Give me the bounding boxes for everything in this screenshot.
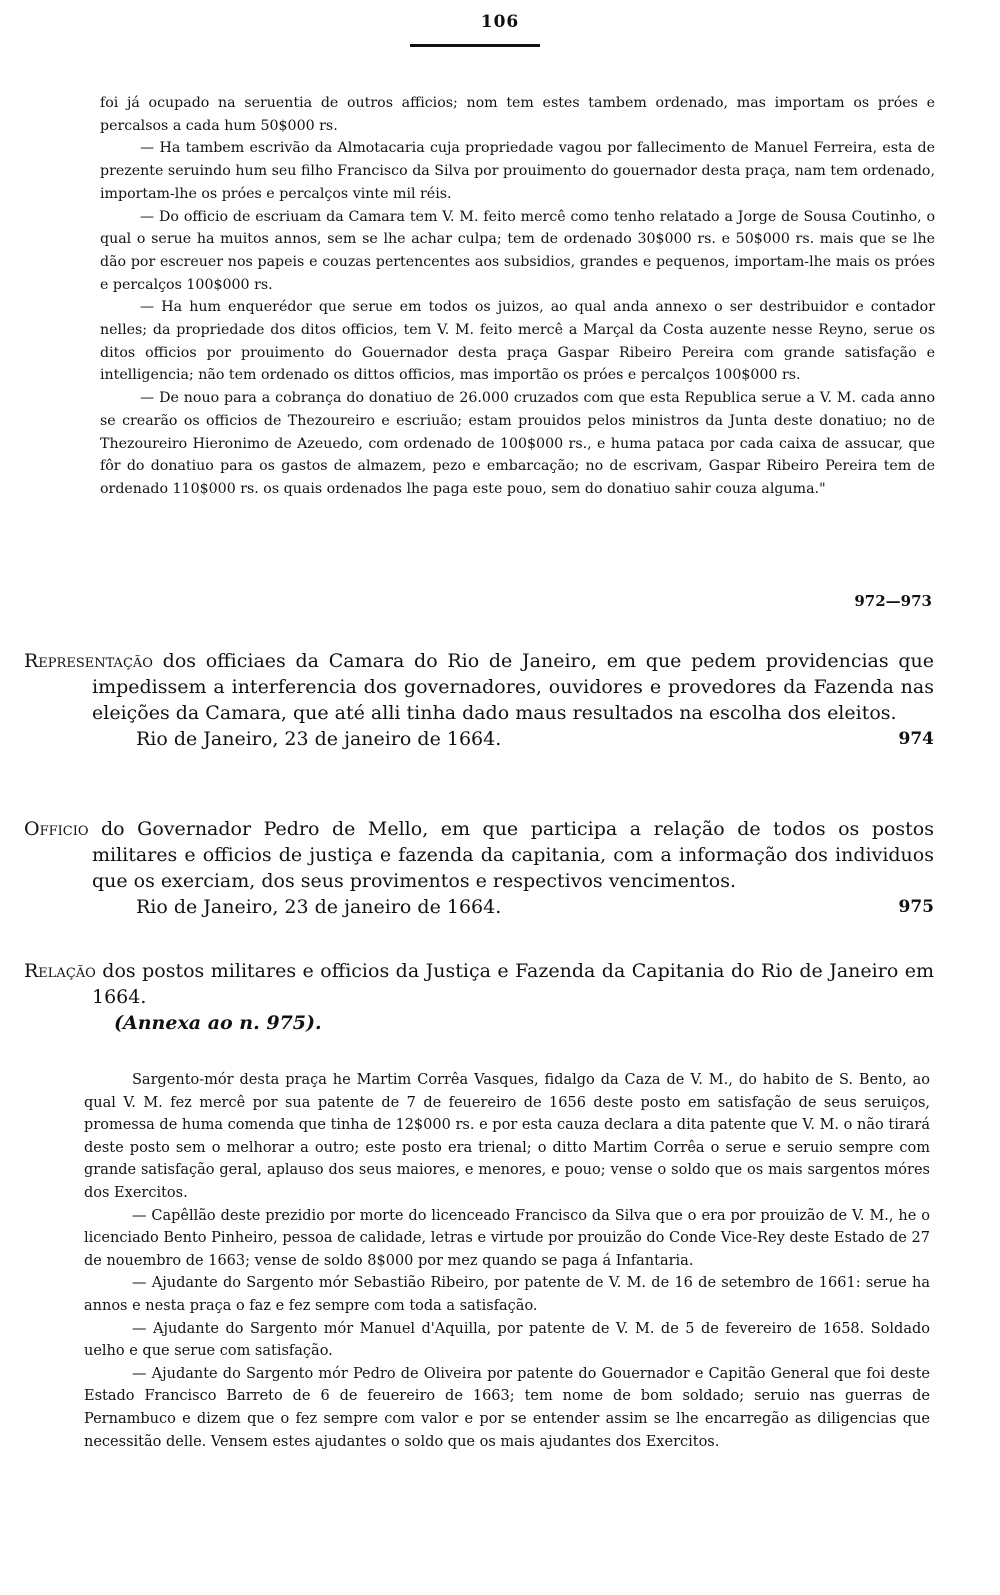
page-number: 106 xyxy=(480,12,520,32)
top-paragraph: — Ha tambem escrivão da Almotacaria cuja propriedade vagou por fallecimento de Manuel Ferreira, esta de prezente seruindo hum seu filho Francisco da Silva por prouimento do gouernador desta praça, nam tem ordenado, importam-lhe os próes e percalços vinte mil réis. xyxy=(100,140,935,202)
entry-description xyxy=(24,816,934,894)
entry-lead-word: Representação xyxy=(24,650,153,672)
bottom-paragraph: Sargento-mór desta praça he Martim Corrêa Vasques, fidalgo da Caza de V. M., do habito de S. Bento, ao qual V. M. fez mercê por sua patente de 7 de feuereiro de 1656 deste posto em satisfação de seus seruiços, promessa de huma comenda que tinha de 12$000 rs. e por esta cauza declara a dita patente que V. M. o não tirará deste posto sem o melhorar a outro; este posto era trienal; o ditto Martim Corrêa o serue e seruio sempre com grande satisfação geral, aplauso dos seus maiores, e menores, e pouo; vense o soldo que os mais sargentos móres dos Exercitos. xyxy=(84,1072,930,1201)
header-rule xyxy=(410,44,540,47)
catalog-entry-relacao xyxy=(24,958,934,1036)
top-paragraph: foi já ocupado na seruentia de outros afficios; nom tem estes tambem ordenado, mas importam os próes e percalsos a cada hum 50$000 rs. xyxy=(100,95,935,134)
catalog-entry-974 xyxy=(24,648,934,752)
entry-lead-word: Officio xyxy=(24,818,89,840)
entry-dateline xyxy=(24,894,934,920)
catalog-entry-975 xyxy=(24,816,934,920)
top-paragraph: — De nouo para a cobrança do donatiuo de 26.000 cruzados com que esta Republica serue a V. M. cada anno se crearão os officios de Thezoureiro e escriuão; estam prouidos pelos ministros da Junta deste donatiuo; no de Thezoureiro Hieronimo de Azeuedo, com ordenado de 100$000 rs., e huma pataca por cada caixa de assucar, que fôr do donatiuo para os gastos de almazem, pezo e embarcação; no de escrivam, Gaspar Ribeiro Pereira tem de ordenado 110$000 rs. os quais ordenados lhe paga este pouo, sem do donatiuo sahir couza alguma." xyxy=(100,390,935,497)
top-paragraph: — Ha hum enquerédor que serue em todos os juizos, ao qual anda annexo o ser destribuidor e contador nelles; da propriedade dos ditos officios, tem V. M. feito mercê a Marçal da Costa auzente nesse Reyno, serue os ditos officios por prouimento do Gouernador desta praça Gaspar Ribeiro Pereira com grande satisfação e intelligencia; não tem ordenado os dittos officios, mas importão os próes e percalços 100$000 rs. xyxy=(100,299,935,384)
entry-dateline xyxy=(24,726,934,752)
bottom-paragraph: — Ajudante do Sargento mór Sebastião Ribeiro, por patente de V. M. de 16 de setembro de 1661: serue ha annos e nesta praça o faz e fez sempre com toda a satisfação. xyxy=(84,1275,930,1314)
bottom-paragraph: — Capêllão deste prezidio por morte do licenceado Francisco da Silva que o era por prouizão de V. M., he o licenciado Bento Pinheiro, pessoa de calidade, letras e virtude por prouizão do Conde Vice-Rey deste Estado de 27 de nouembro de 1663; vense de soldo 8$000 por mez quando se paga á Infantaria. xyxy=(84,1207,930,1269)
bottom-paragraph: — Ajudante do Sargento mór Manuel d'Aquilla, por patente de V. M. de 5 de fevereiro de 1658. Soldado uelho e que serue com satisfação. xyxy=(84,1320,930,1360)
entry-description xyxy=(24,648,934,726)
top-paragraph: — Do officio de escriuam da Camara tem V. M. feito mercê como tenho relatado a Jorge de Sousa Coutinho, o qual o serue ha muitos annos, sem se lhe achar culpa; tem de ordenado 30$000 rs. e 50$000 rs. mais que se lhe dão por escreuer nos papeis e couzas pertencentes aos subsidios, grandes e pequenos, importam-lhe mais os próes e percalços 100$000 rs. xyxy=(100,208,935,293)
entry-text: dos postos militares e officios da Justiça e Fazenda da Capitania do Rio de Janeiro em 1664. xyxy=(92,960,934,1008)
bottom-paragraph: — Ajudante do Sargento mór Pedro de Oliveira por patente do Gouernador e Capitão General que foi deste Estado Francisco Barreto de 6 de feuereiro de 1663; tem nome de bom soldado; seruio nas guerras de Pernambuco e dizem que o fez sempre com valor e por se entender assim se lhe encarregão as diligencias que necessitão delle. Vensem estes ajudantes o soldo que os mais ajudantes dos Exercitos. xyxy=(84,1365,930,1450)
entry-date: Rio de Janeiro, 23 de janeiro de 1664. xyxy=(136,896,502,918)
entry-annex-note: (Annexa ao n. 975). xyxy=(114,1012,322,1034)
entry-number: 974 xyxy=(898,729,934,749)
entry-text: dos officiaes da Camara do Rio de Janeiro, em que pedem providencias que impedissem a interferencia dos governadores, ouvidores e provedores da Fazenda nas eleições da Camara, que até alli tinha dado maus resultados na escolha dos eleitos. xyxy=(92,650,934,724)
document-reference-number: 972—973 xyxy=(854,592,932,610)
entry-description xyxy=(24,958,934,1010)
entry-text: do Governador Pedro de Mello, em que participa a relação de todos os postos militares e officios de justiça e fazenda da capitania, com a informação dos individuos que os exerciam, dos seus provimentos e respectivos vencimentos. xyxy=(88,818,934,892)
entry-number: 975 xyxy=(898,897,934,917)
entry-lead-word: Relação xyxy=(24,960,96,982)
entry-date: Rio de Janeiro, 23 de janeiro de 1664. xyxy=(136,728,502,750)
top-text-block xyxy=(100,92,935,501)
bottom-text-block xyxy=(84,1069,930,1453)
